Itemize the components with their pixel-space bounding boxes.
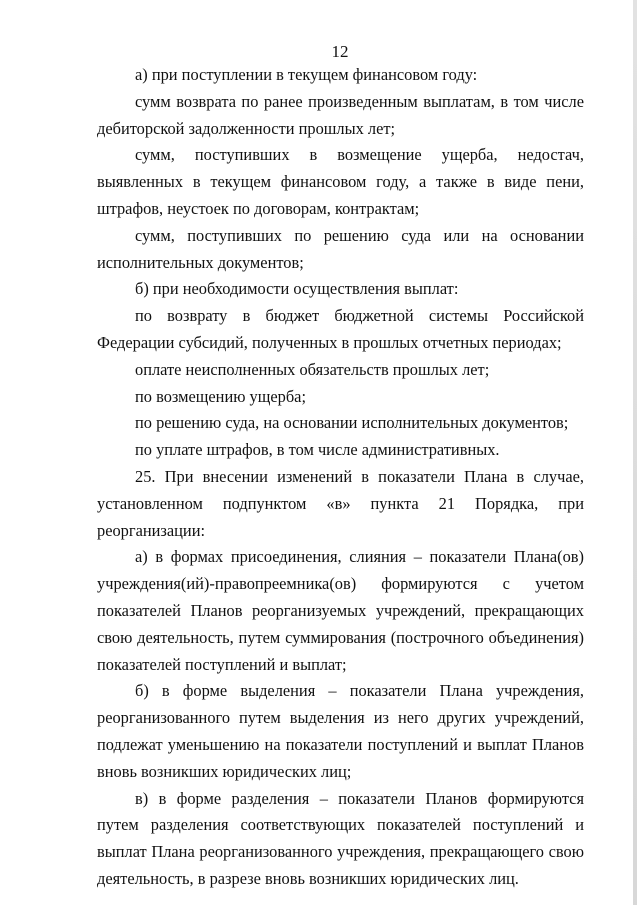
paragraph-b-separation: б) в форме выделения – показатели Плана учреждения, реорганизованного путем выделения из него других учреждений, подлежат уменьшению на показатели поступлений и выплат Планов вновь возникших юридических лиц; bbox=[97, 681, 584, 781]
scan-edge-shadow bbox=[633, 0, 637, 905]
paragraph-a-merger: а) в формах присоединения, слияния – показатели Плана(ов) учреждения(ий)-правопреемника(ов) формируются с учетом показателей Планов реорганизуемых учреждений, прекращающих свою деятельность, путем суммирования (построчного объединения) показателей поступлений и выплат; bbox=[97, 547, 584, 674]
paragraph-budget-return: по возврату в бюджет бюджетной системы Российской Федерации субсидий, полученных в прошлых отчетных периодах; bbox=[97, 306, 584, 352]
paragraph-court-sums: сумм, поступивших по решению суда или на основании исполнительных документов; bbox=[97, 225, 584, 272]
document-body bbox=[97, 62, 584, 893]
paragraph-25-reorganization: 25. При внесении изменений в показатели Плана в случае, установленном подпунктом «в» пункта 21 Порядка, при реорганизации: bbox=[97, 466, 584, 540]
paragraph-court-decision: по решению суда, на основании исполнительных документов; bbox=[135, 413, 569, 433]
paragraph-damage-compensation: по возмещению ущерба; bbox=[135, 386, 307, 406]
paragraph-a-receipts: а) при поступлении в текущем финансовом году: bbox=[135, 65, 478, 84]
page-number: 12 bbox=[331, 42, 349, 61]
paragraph-refund-sums: сумм возврата по ранее произведенным выплатам, в том числе дебиторской задолженности прошлых лет; bbox=[97, 91, 584, 138]
paragraph-fines: по уплате штрафов, в том числе административных. bbox=[135, 440, 500, 460]
paragraph-b-payments: б) при необходимости осуществления выплат: bbox=[135, 279, 459, 299]
paragraph-v-division: в) в форме разделения – показатели Планов формируются путем разделения соответствующих показателей поступлений и выплат Плана реорганизованного учреждения, прекращающего свою деятельность, в разрезе вновь возникших юридических лиц. bbox=[97, 788, 584, 888]
paragraph-damage-sums: сумм, поступивших в возмещение ущерба, недостач, выявленных в текущем финансовом году, а также в виде пени, штрафов, неустоек по договорам, контрактам; bbox=[97, 145, 584, 218]
paragraph-unfulfilled-obligations: оплате неисполненных обязательств прошлых лет; bbox=[135, 359, 490, 379]
